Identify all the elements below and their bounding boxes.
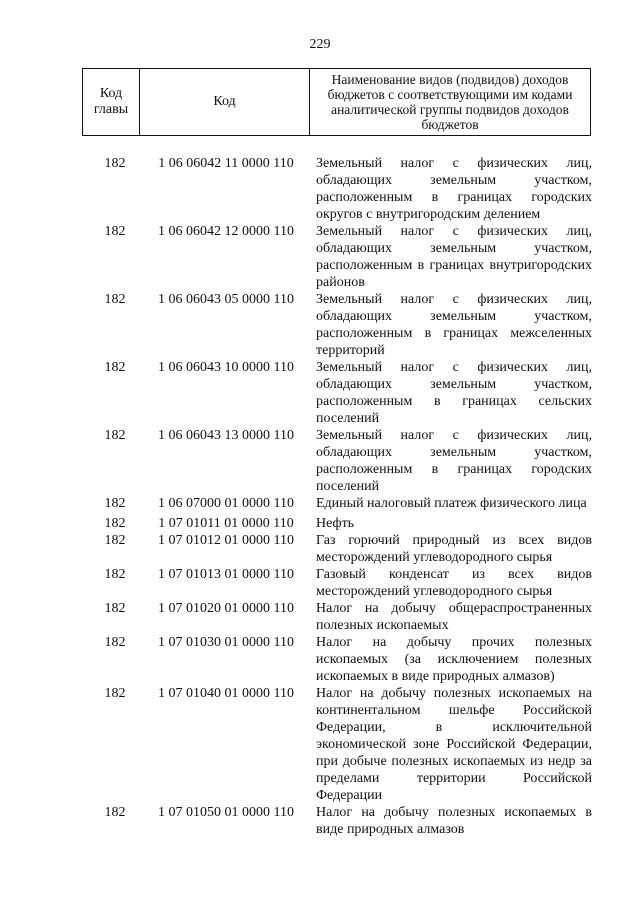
- code-cell: 1 07 01030 01 0000 110: [158, 635, 294, 650]
- code-cell: 1 06 06042 12 0000 110: [158, 224, 294, 239]
- chapter-code-cell: 182: [104, 567, 126, 582]
- name-cell: Газ горючий природный из всех видов месторождений углеводородного сырья: [316, 533, 592, 565]
- chapter-code-cell: 182: [104, 360, 126, 375]
- table-header: [82, 68, 591, 136]
- table-row: [82, 634, 592, 685]
- code-cell: 1 06 06043 10 0000 110: [158, 360, 294, 375]
- code-cell: 1 07 01013 01 0000 110: [158, 567, 294, 582]
- table-row: [82, 532, 592, 566]
- header-chapter-code: Код главы: [83, 69, 140, 136]
- table-row: [82, 804, 592, 838]
- chapter-code-cell: 182: [104, 635, 126, 650]
- code-cell: 1 07 01012 01 0000 110: [158, 533, 294, 548]
- header-name: Наименование видов (подвидов) доходов бюджетов с соответствующими им кодами аналитической группы подвидов доходов бюджетов: [310, 69, 591, 136]
- chapter-code-cell: 182: [104, 224, 126, 239]
- chapter-code-cell: 182: [104, 516, 126, 531]
- table-row: [82, 427, 592, 495]
- header-code: Код: [140, 69, 310, 136]
- name-cell: Земельный налог с физических лиц, обладающих земельным участком, расположенным в границах межселенных территорий: [316, 292, 592, 358]
- table-row: [82, 291, 592, 359]
- table-row: [82, 155, 592, 223]
- code-cell: 1 06 07000 01 0000 110: [158, 496, 294, 511]
- name-cell: Налог на добычу общераспространенных полезных ископаемых: [316, 601, 592, 633]
- code-cell: 1 06 06043 13 0000 110: [158, 428, 294, 443]
- name-cell: Налог на добычу полезных ископаемых на континентальном шельфе Российской Федерации, в исключительной экономической зоне Российской Федерации, при добыче полезных ископаемых из недр за пределами территории Российской Федерации: [316, 686, 592, 803]
- table-row: [82, 685, 592, 804]
- chapter-code-cell: 182: [104, 496, 126, 511]
- code-cell: 1 07 01020 01 0000 110: [158, 601, 294, 616]
- name-cell: Налог на добычу прочих полезных ископаемых (за исключением полезных ископаемых в виде природных алмазов): [316, 635, 592, 684]
- chapter-code-cell: 182: [104, 805, 126, 820]
- name-cell: Единый налоговый платеж физического лица: [316, 496, 587, 511]
- table-row: [82, 515, 592, 532]
- table-row: [82, 566, 592, 600]
- table-row: [82, 600, 592, 634]
- chapter-code-cell: 182: [104, 686, 126, 701]
- code-cell: 1 06 06043 05 0000 110: [158, 292, 294, 307]
- name-cell: Газовый конденсат из всех видов месторождений углеводородного сырья: [316, 567, 592, 599]
- code-cell: 1 07 01050 01 0000 110: [158, 805, 294, 820]
- table-row: [82, 359, 592, 427]
- name-cell: Земельный налог с физических лиц, обладающих земельным участком, расположенным в границах городских округов с внутригородским делением: [316, 156, 592, 222]
- chapter-code-cell: 182: [104, 533, 126, 548]
- chapter-code-cell: 182: [104, 292, 126, 307]
- name-cell: Земельный налог с физических лиц, обладающих земельным участком, расположенным в границах сельских поселений: [316, 360, 592, 426]
- chapter-code-cell: 182: [104, 156, 126, 171]
- table-row: [82, 223, 592, 291]
- name-cell: Нефть: [316, 516, 355, 531]
- name-cell: Земельный налог с физических лиц, обладающих земельным участком, расположенным в границах городских поселений: [316, 428, 592, 494]
- chapter-code-cell: 182: [104, 601, 126, 616]
- table-row: [82, 495, 592, 512]
- code-cell: 1 07 01040 01 0000 110: [158, 686, 294, 701]
- chapter-code-cell: 182: [104, 428, 126, 443]
- name-cell: Земельный налог с физических лиц, обладающих земельным участком, расположенным в границах внутригородских районов: [316, 224, 592, 290]
- table-body: [82, 155, 592, 838]
- code-cell: 1 06 06042 11 0000 110: [158, 156, 294, 171]
- code-cell: 1 07 01011 01 0000 110: [158, 516, 294, 531]
- page-number: 229: [309, 37, 331, 52]
- name-cell: Налог на добычу полезных ископаемых в виде природных алмазов: [316, 805, 592, 837]
